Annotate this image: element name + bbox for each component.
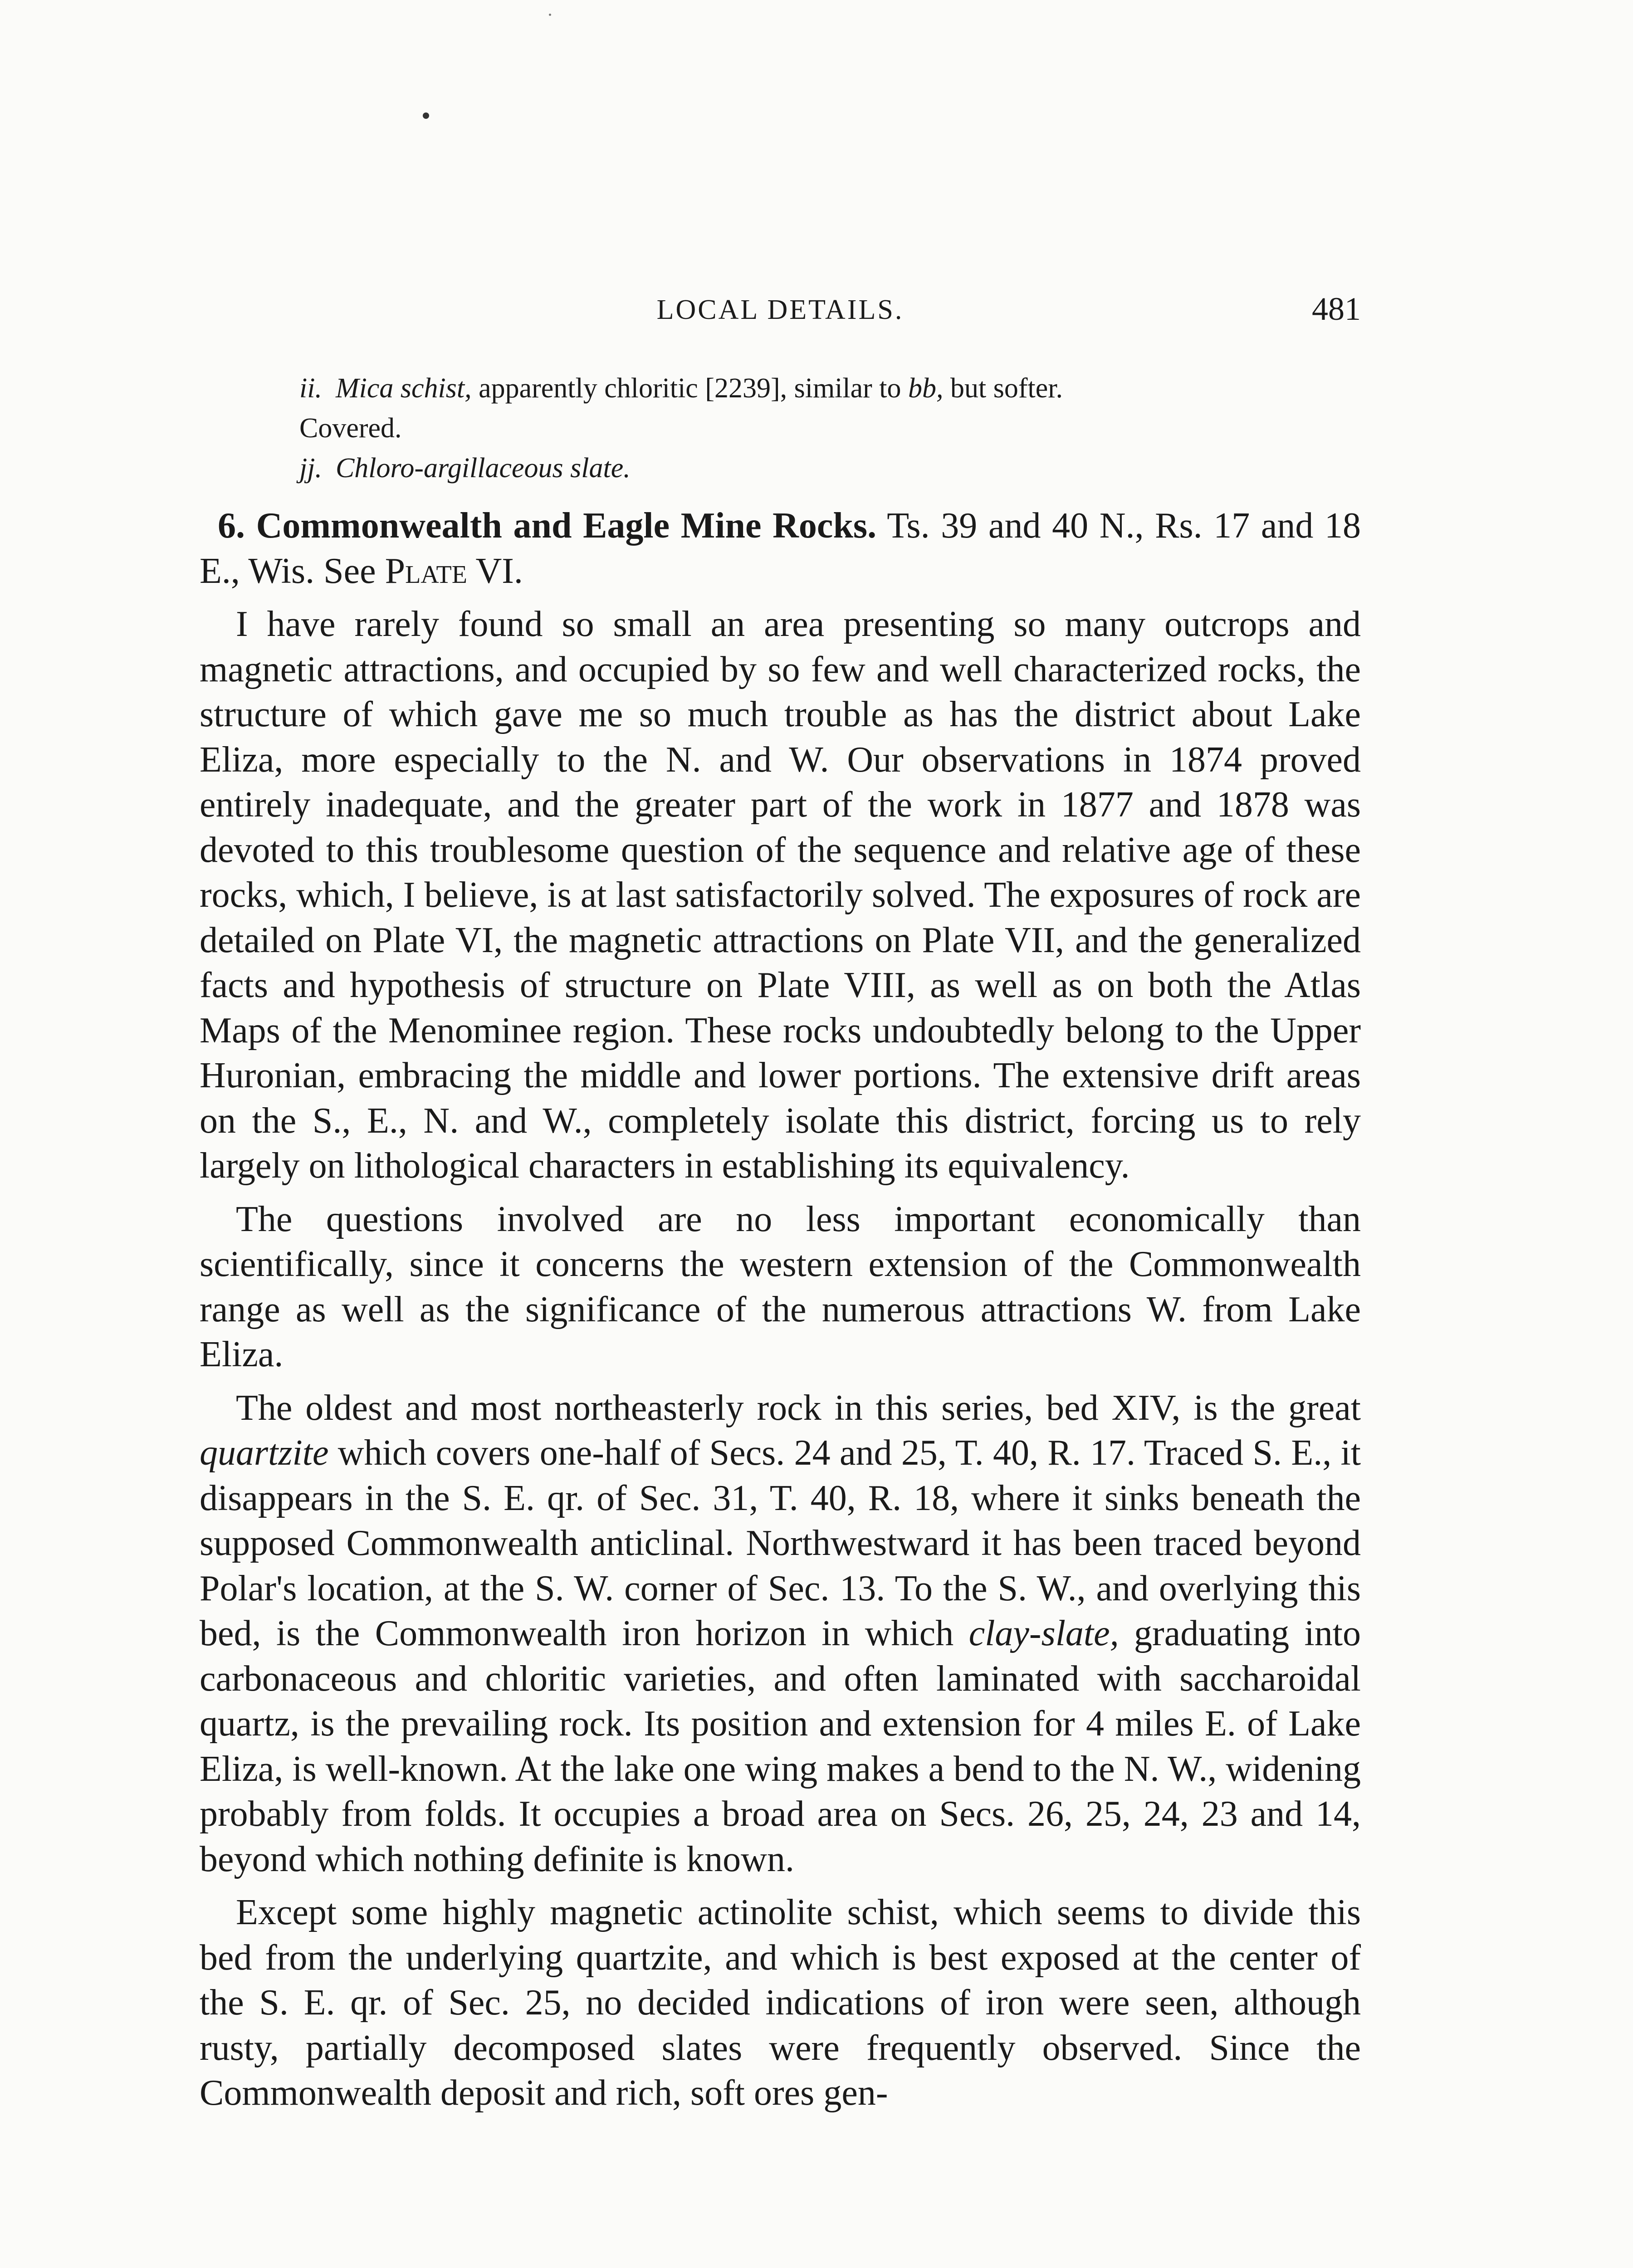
ink-speck	[549, 14, 551, 16]
list-marker: ii.	[299, 373, 322, 404]
paragraph-text: which covers one-half of Secs. 24 and 25, T. 40, R. 17. Traced S. E., it disappears in the S. E. qr. of Sec. 31, T. 40, R. 18, where it sinks beneath the supposed Commonwealth anticlinal. Northwestward it has been traced beyond Polar's location, at the S. W. corner of Sec. 13. To the S. W., and overlying this bed, is the Commonwealth iron horizon in which	[200, 1433, 1361, 1653]
list-marker: jj.	[299, 453, 322, 484]
section-number: 6.	[218, 506, 245, 546]
paragraph	[200, 1386, 1361, 1882]
rock-term: Chloro-argillaceous slate.	[335, 453, 631, 484]
list-item	[299, 408, 1361, 448]
list-item	[299, 368, 1361, 408]
main-text	[200, 503, 1361, 2116]
page-header	[200, 290, 1361, 331]
rock-term: Mica schist,	[335, 373, 472, 404]
section-location: Ts. 39 and 40 N., Rs. 17 and 18 E., Wis. See	[200, 506, 1361, 591]
plate-ref-num: VI.	[475, 551, 523, 591]
section-title: Commonwealth and Eagle Mine Rocks.	[256, 506, 877, 546]
paragraph: I have rarely found so small an area presenting so many outcrops and magnetic attractions, and occupied by so few and well characterized rocks, the structure of which gave me so much trouble as has the district about Lake Eliza, more especially to the N. and W. Our observations in 1874 proved entirely inadequate, and the greater part of the work in 1877 and 1878 was devoted to this troublesome question of the sequence and relative age of these rocks, which, I believe, is at last satisfactorily solved. The exposures of rock are detailed on Plate VI, the magnetic attractions on Plate VII, and the generalized facts and hypothesis of structure on Plate VIII, as well as on both the Atlas Maps of the Menominee region. These rocks undoubtedly belong to the Upper Huronian, embracing the middle and lower portions. The extensive drift areas on the S., E., N. and W., completely isolate this district, forcing us to rely largely on lithological characters in establishing its equivalency.	[200, 604, 1361, 1186]
list-text: apparently chloritic [2239], similar to	[471, 373, 909, 404]
plate-ref-word: Plate	[385, 551, 467, 591]
list-text: Covered.	[299, 413, 402, 444]
paragraph: The questions involved are no less important economically than scientifically, since it concerns the western extension of the Commonwealth range as well as the significance of the numerous attractions W. from Lake Eliza.	[200, 1199, 1361, 1374]
list-text: but softer.	[943, 373, 1063, 404]
list-item	[299, 448, 1361, 488]
section-heading	[200, 503, 1361, 594]
paragraph: Except some highly magnetic actinolite schist, which seems to divide this bed from the underlying quartzite, and which is best exposed at the center of the S. E. qr. of Sec. 25, no decided indications of iron were seen, although rusty, partially decomposed slates were frequently observed. Since the Commonwealth deposit and rich, soft ores gen-	[200, 1892, 1361, 2113]
running-title: LOCAL DETAILS.	[656, 294, 904, 325]
page-number: 481	[1312, 291, 1361, 327]
bed-ref: bb,	[908, 373, 944, 404]
paragraph-text: graduating into carbonaceous and chloritic varieties, and often laminated with saccharoidal quartz, is the prevailing rock. Its position and extension for 4 miles E. of Lake Eliza, is well-known. At the lake one wing makes a bend to the N. W., widening probably from folds. It occupies a broad area on Secs. 26, 25, 24, 23 and 14, beyond which nothing definite is known.	[200, 1613, 1361, 1879]
ink-speck	[423, 112, 429, 119]
bed-list	[299, 368, 1361, 488]
paragraph-text: The oldest and most northeasterly rock in this series, bed XIV, is the great	[236, 1388, 1361, 1428]
rock-term: quartzite	[200, 1433, 329, 1473]
rock-term: clay-slate,	[968, 1613, 1119, 1653]
